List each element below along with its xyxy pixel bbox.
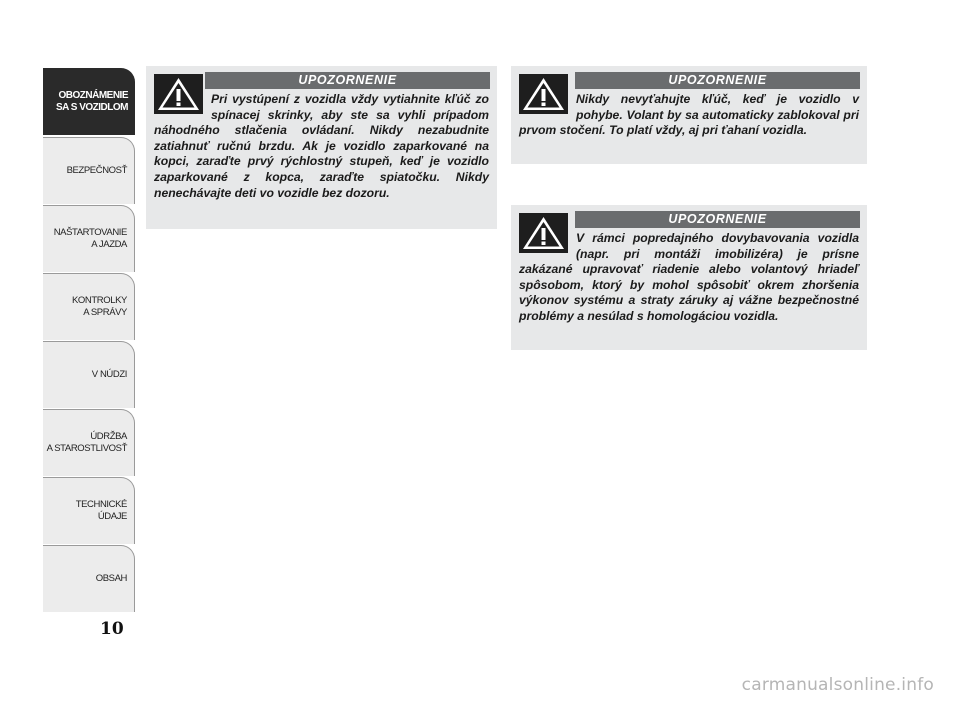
tab-oboznamenie[interactable]: OBOZNÁMENIE SA S VOZIDLOM: [43, 68, 135, 135]
warning-heading: UPOZORNENIE: [575, 211, 860, 228]
tab-v-nudzi[interactable]: V NÚDZI: [43, 341, 135, 408]
tab-kontrolky[interactable]: KONTROLKY A SPRÁVY: [43, 273, 135, 340]
tab-bezpecnost[interactable]: BEZPEČNOSŤ: [43, 137, 135, 204]
tab-technicke[interactable]: TECHNICKÉ ÚDAJE: [43, 477, 135, 544]
warning-box: [511, 66, 867, 164]
warning-box: [511, 205, 867, 350]
warning-text: Nikdy nevyťahujte kľúč, keď je vozidlo v pohybe. Volant by sa automaticky zablokoval pri prvom stočení. To platí vždy, aj pri ťahaní vozidla.: [519, 92, 859, 138]
warning-triangle-icon: [154, 74, 203, 114]
warning-triangle-icon: [519, 213, 568, 253]
warning-box: [146, 66, 497, 229]
page-number: 10: [100, 619, 124, 639]
warning-heading: UPOZORNENIE: [575, 72, 860, 89]
warning-triangle-icon: [519, 74, 568, 114]
watermark: carmanualsonline.info: [741, 675, 934, 695]
warning-text: V rámci popredajného dovybavovania vozidla (napr. pri montáži imobilizéra) je prísne zakázané upravovať riadenie alebo volantový hriadeľ spôsobom, ktorý by mohol spôsobiť okrem zhoršenia výkonov systému a straty záruky aj vážne bezpečnostné problémy a nesúlad s homologáciou vozidla.: [519, 231, 859, 323]
warning-text: Pri vystúpení z vozidla vždy vytiahnite kľúč zo spínacej skrinky, aby ste sa vyhli prípadom náhodného stlačenia ovládaní. Nikdy nezabudnite zatiahnuť ručnú brzdu. Ak je vozidlo zaparkované na kopci, zaraďte prvý rýchlostný stupeň, keď je vozidlo zaparkované z kopca, zaraďte spiatočku. Nikdy nenechávajte deti vo vozidle bez dozoru.: [154, 92, 489, 200]
tab-nastartovanie[interactable]: NAŠTARTOVANIE A JAZDA: [43, 205, 135, 272]
tab-udrzba[interactable]: ÚDRŽBA A STAROSTLIVOSŤ: [43, 409, 135, 476]
tab-obsah[interactable]: OBSAH: [43, 545, 135, 612]
chapter-tabs: [43, 68, 135, 614]
warning-heading: UPOZORNENIE: [205, 72, 490, 89]
